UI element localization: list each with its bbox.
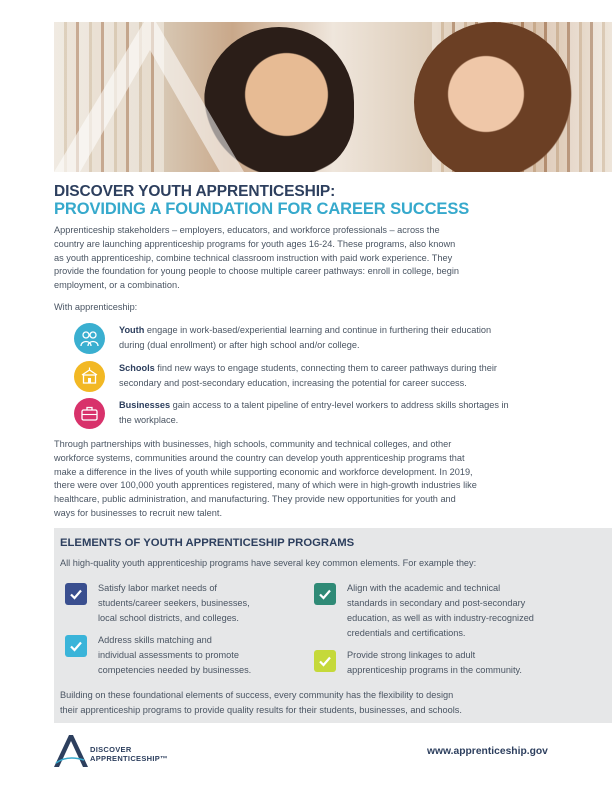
element-item-text [347, 648, 577, 678]
bullet-line: secondary and post-secondary education, increasing the potential for career success. [119, 377, 467, 388]
intro-paragraph [54, 224, 554, 293]
bullet-bold: Schools [119, 363, 155, 373]
people-icon [74, 323, 105, 354]
bullet-youth-text [119, 323, 574, 353]
element-line: Address skills matching and [98, 635, 212, 645]
closing-line: Building on these foundational elements of success, every community has the flexibility to design [60, 690, 454, 700]
element-line: students/career seekers, businesses, [98, 598, 250, 608]
element-item-text [347, 581, 577, 641]
bullet-line: gain access to a talent pipeline of entry-level workers to address skills shortages in [170, 400, 509, 410]
a-logo-icon [54, 733, 88, 769]
paragraph-line: make a difference in the lives of youth while supporting economic and workforce development. In 2019, [54, 466, 473, 477]
elements-intro: All high-quality youth apprenticeship programs have several key common elements. For example they: [60, 558, 477, 568]
checkmark-icon [314, 583, 336, 605]
element-line: credentials and certifications. [347, 628, 466, 638]
school-icon [74, 361, 105, 392]
paragraph-line: ways for businesses to recruit new talent. [54, 507, 223, 518]
partnership-paragraph [54, 438, 569, 521]
bullet-bold: Youth [119, 325, 145, 335]
bullet-line: find new ways to engage students, connecting them to career pathways during their [154, 363, 497, 373]
element-item-text [98, 581, 303, 626]
website-link[interactable]: www.apprenticeship.gov [427, 746, 548, 757]
page-title: DISCOVER YOUTH APPRENTICESHIP: [54, 183, 336, 200]
element-line: standards in secondary and post-secondary [347, 598, 526, 608]
element-line: apprenticeship programs in the community. [347, 665, 522, 675]
element-line: Satisfy labor market needs of [98, 583, 217, 593]
hero-photo [54, 22, 612, 172]
elements-title: ELEMENTS OF YOUTH APPRENTICESHIP PROGRAMS [60, 537, 355, 549]
page-subtitle: PROVIDING A FOUNDATION FOR CAREER SUCCESS [54, 200, 470, 218]
discover-apprenticeship-logo [54, 733, 194, 769]
briefcase-icon [74, 398, 105, 429]
elements-closing [60, 688, 590, 718]
paragraph-line: Through partnerships with businesses, high schools, community and technical colleges, and other [54, 439, 452, 449]
logo-text: DISCOVER [90, 745, 132, 754]
checkmark-icon [65, 583, 87, 605]
element-line: individual assessments to promote [98, 650, 239, 660]
element-item-text [98, 633, 303, 678]
bullet-line: during (dual enrollment) or after high school and/or college. [119, 339, 360, 350]
bullet-line: engage in work-based/experiential learning and continue in furthering their education [144, 325, 492, 335]
element-line: Provide strong linkages to adult [347, 650, 476, 660]
bullet-businesses [74, 398, 574, 434]
a-watermark-icon [54, 22, 612, 172]
checkmark-icon [314, 650, 336, 672]
checkmark-icon [65, 635, 87, 657]
bullet-line: the workplace. [119, 414, 179, 425]
element-line: education, as well as with industry-recognized [347, 613, 534, 623]
elements-panel [54, 528, 612, 723]
paragraph-line: there were over 100,000 youth apprentices registered, many of which were in high-growth industries like [54, 480, 477, 491]
intro-line: Apprenticeship stakeholders – employers, educators, and workforce professionals – across the [54, 225, 440, 235]
intro-line: as youth apprenticeship, combine technical classroom instruction with paid work experience. They [54, 252, 453, 263]
closing-line: their apprenticeship programs to provide quality results for their students, businesses, and schools. [60, 705, 462, 715]
logo-text: APPRENTICESHIP™ [90, 754, 168, 763]
element-line: local school districts, and colleges. [98, 613, 239, 623]
intro-line: provide the foundation for young people to choose multiple career pathways: enroll in college, begin [54, 266, 460, 277]
intro-line: country are launching apprenticeship programs for youth ages 16-24. These programs, also known [54, 238, 456, 249]
bullet-schools-text [119, 361, 574, 391]
bullet-youth [74, 323, 574, 359]
element-line: competencies needed by businesses. [98, 665, 252, 675]
with-apprenticeship-label: With apprenticeship: [54, 302, 138, 312]
bullet-bold: Businesses [119, 400, 171, 410]
bullet-schools [74, 361, 574, 397]
element-line: Align with the academic and technical [347, 583, 501, 593]
paragraph-line: healthcare, public administration, and manufacturing. They provide new opportunities for youth and [54, 494, 456, 505]
bullet-businesses-text [119, 398, 574, 428]
paragraph-line: workforce systems, communities around the country can develop youth apprenticeship programs that [54, 452, 465, 463]
intro-line: employment, or a combination. [54, 280, 180, 291]
